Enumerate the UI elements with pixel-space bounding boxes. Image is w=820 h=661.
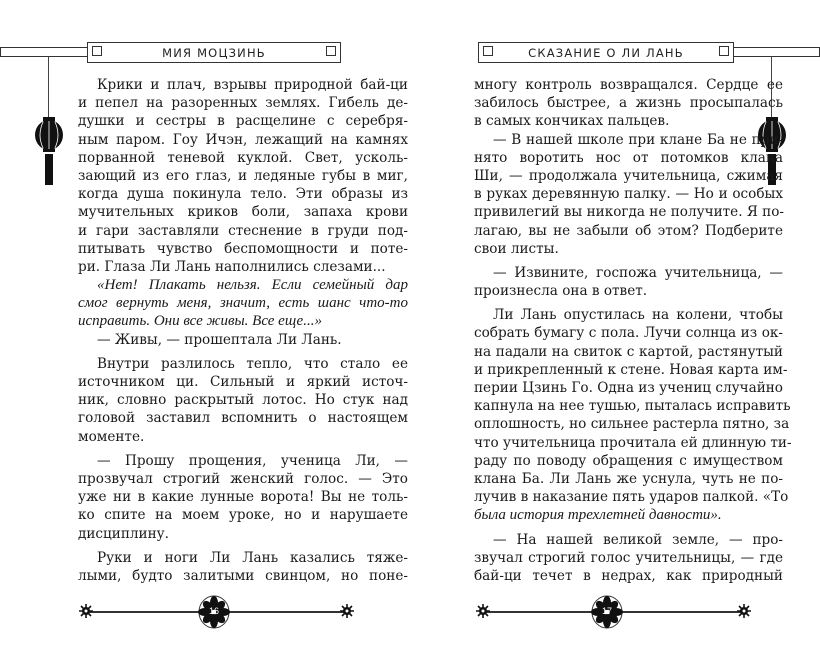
text-line: оплошность, но сильнее растерла пятно, за bbox=[474, 416, 790, 433]
text-line: ник, словно раскрытый лотос. Но стук над bbox=[78, 392, 408, 409]
text-line: лыми, будто залитыми свинцом, но поне- bbox=[78, 567, 408, 584]
text-line: ным паром. Гоу Ичэн, лежащий на камнях bbox=[78, 131, 408, 148]
header-title: МИЯ МОЦЗИНЬ bbox=[162, 45, 266, 60]
text-line: Крики и плач, взрывы природной бай-ци bbox=[97, 77, 408, 93]
body-text bbox=[78, 76, 408, 585]
flower-ornament-icon bbox=[79, 604, 93, 618]
text-line: моменте. bbox=[78, 428, 145, 445]
text-line: клана Ба. Ли Лань же уснула, чуть не по- bbox=[474, 470, 783, 487]
page-number: 16 bbox=[208, 606, 219, 616]
header-rail bbox=[0, 47, 92, 57]
text-line: и пепел на разоренных землях. Гибель де- bbox=[78, 95, 408, 112]
text-line: что учительница прочитала ей длинную ти- bbox=[474, 434, 792, 451]
text-line: уже ни в какие лунные ворота! Вы не толь- bbox=[78, 489, 408, 506]
text-line: на падали на свиток с картой, растянутый bbox=[474, 343, 783, 360]
knot-ornament bbox=[719, 46, 729, 56]
text-line: прозвучал строгий женский голос. — Это bbox=[78, 470, 408, 487]
running-header bbox=[87, 42, 341, 63]
text-line: — На нашей великой земле, — про- bbox=[493, 531, 783, 548]
text-line: «Нет! Плакать нельзя. Если семейный дар bbox=[97, 277, 408, 294]
text-line: в самых кончиках пальцев. bbox=[474, 113, 670, 130]
text-line: собрать бумагу с пола. Лучи солнца из ок- bbox=[474, 325, 783, 342]
text-line: зающий из его глаз, и ледяные губы в миг, bbox=[78, 167, 408, 184]
text-line: Внутри разлилось тепло, что стало ее bbox=[97, 355, 408, 372]
flower-ornament-icon bbox=[340, 604, 354, 618]
text-line: лагаю, вы не забыли об этом? Подберите bbox=[474, 222, 783, 239]
text-line: забилось быстрее, а жизнь просыпалась bbox=[474, 95, 783, 112]
knot-ornament bbox=[483, 46, 493, 56]
lantern-cord bbox=[48, 57, 49, 120]
text-line: бай-ци течет в недрах, как природный bbox=[474, 567, 783, 584]
header-title: СКАЗАНИЕ О ЛИ ЛАНЬ bbox=[528, 45, 684, 60]
body-text bbox=[474, 76, 792, 585]
text-line: — В нашей школе при клане Ба не при- bbox=[493, 131, 783, 148]
text-line: исправить. Они все живы. Все еще...» bbox=[78, 313, 322, 330]
text-line: и гари заставляли стеснение в груди под- bbox=[78, 222, 408, 239]
text-line: была история трехлетней давности». bbox=[474, 507, 722, 524]
text-line: перии Цзинь Го. Одна из учениц случайно bbox=[474, 380, 783, 396]
text-line: произнесла она в ответ. bbox=[474, 283, 648, 300]
text-line: капнула на нее тушью, пыталась исправить bbox=[474, 398, 791, 415]
page-number: 17 bbox=[601, 606, 612, 616]
text-line: и прикрепленный к стене. Новая карта им- bbox=[474, 361, 788, 378]
text-line: привилегий вы никогда не получите. Я по- bbox=[474, 204, 784, 221]
text-line: лучив в наказание пять ударов палкой. «То bbox=[474, 489, 789, 506]
text-line: ко спите на моем уроке, но и нарушаете bbox=[78, 507, 408, 524]
text-line: питывать чувство беспомощности и поте- bbox=[78, 240, 408, 257]
text-line: раду по поводу обращения с имуществом bbox=[474, 452, 783, 469]
text-line: дисциплину. bbox=[78, 525, 169, 542]
text-line: ри. Глаза Ли Лань наполнились слезами... bbox=[78, 258, 386, 275]
text-line: звучал строгий голос учительницы, — где bbox=[474, 549, 783, 566]
lantern-icon bbox=[33, 117, 65, 187]
text-line: нято воротить нос от потомков клана bbox=[474, 149, 783, 166]
text-line: — Прошу прощения, ученица Ли, — bbox=[97, 452, 408, 469]
text-line: свои листы. bbox=[474, 240, 559, 257]
text-line: смог вернуть меня, значит, есть шанс что-то bbox=[78, 295, 408, 312]
text-line: в руках деревянную палку. — Но и особых bbox=[474, 186, 783, 203]
text-line: Ли Лань опустилась на колени, чтобы bbox=[493, 307, 783, 324]
text-line: головой заставил вспомнить о настоящем bbox=[78, 410, 408, 427]
text-line: — Живы, — прошептала Ли Лань. bbox=[97, 331, 342, 348]
text-line: многу контроль возвращался. Сердце ее bbox=[474, 77, 783, 93]
header-rail bbox=[728, 47, 820, 57]
text-line: когда душа покинула тело. Эти образы из bbox=[78, 186, 408, 203]
text-line: мучительных криков боли, запаха крови bbox=[78, 204, 408, 221]
running-header bbox=[478, 42, 734, 63]
knot-ornament bbox=[326, 46, 336, 56]
text-line: порванной теневой куклой. Свет, усколь- bbox=[78, 149, 408, 166]
text-line: Ши, — продолжала учительница, сжимая bbox=[474, 167, 783, 184]
flower-ornament-icon bbox=[476, 604, 490, 618]
flower-ornament-icon bbox=[737, 604, 751, 618]
knot-ornament bbox=[92, 46, 102, 56]
text-line: источником ци. Сильный и яркий источ- bbox=[78, 374, 408, 390]
text-line: — Извините, госпожа учительница, — bbox=[493, 264, 783, 281]
text-line: Руки и ноги Ли Лань казались тяже- bbox=[97, 549, 408, 566]
text-line: душки и сестры в расщелине с серебря- bbox=[78, 113, 408, 130]
